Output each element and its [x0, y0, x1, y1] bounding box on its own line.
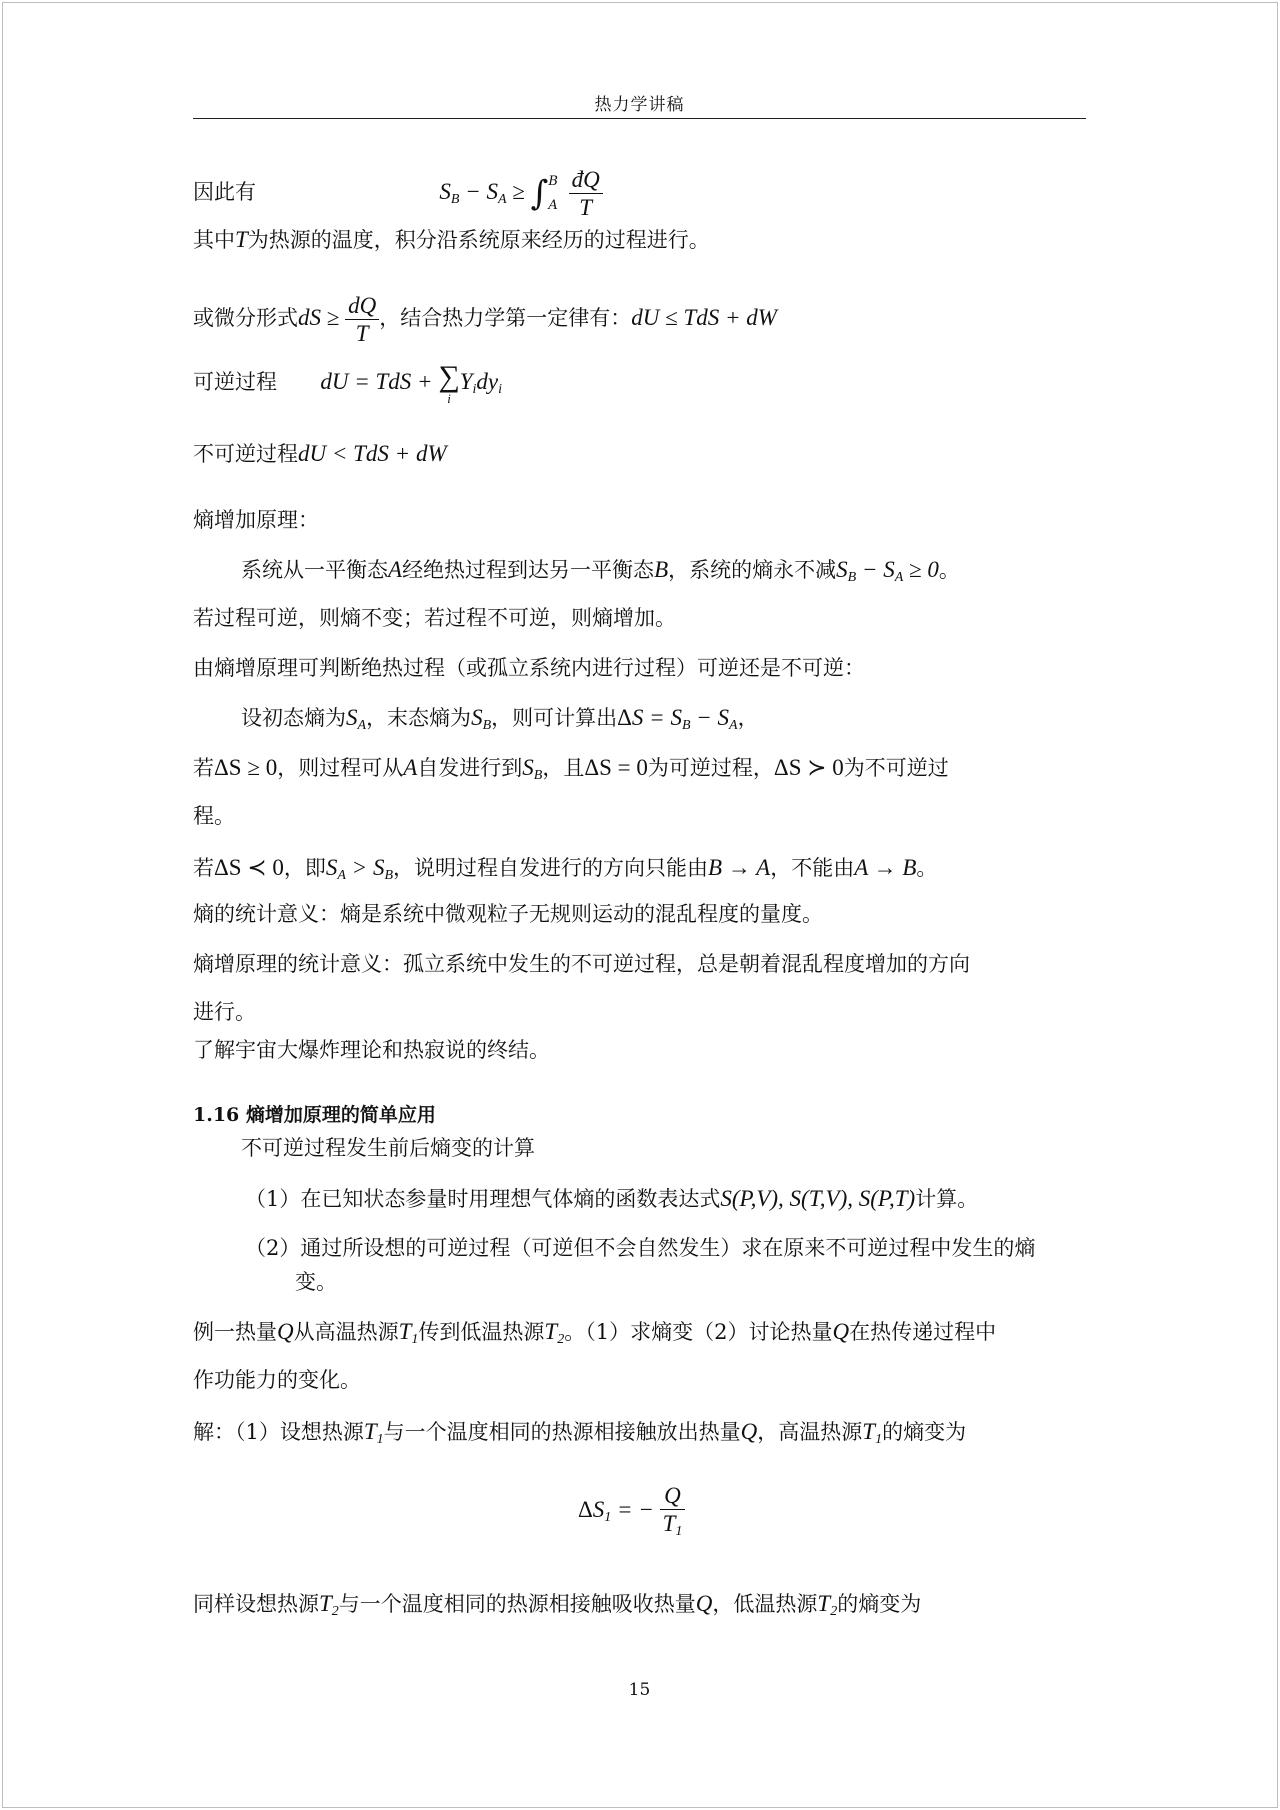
- paragraph-line: 程。: [193, 804, 235, 828]
- paragraph-line: 系统从一平衡态A经绝热过程到达另一平衡态B，系统的熵永不减$S_B - S_A \ge 0$。: [241, 557, 960, 585]
- paragraph-line: 若过程可逆，则熵不变；若过程不可逆，则熵增加。: [193, 606, 676, 630]
- paragraph-line: 若ΔS ≥ 0，则过程可从A自发进行到$S_B$，且ΔS = 0为可逆过程，ΔS ≻ 0为不可逆过: [193, 755, 949, 783]
- paragraph-line: 其中T为热源的温度，积分沿系统原来经历的过程进行。: [193, 227, 710, 252]
- text: 因此有: [193, 180, 256, 204]
- list-item: （1）在已知状态参量时用理想气体熵的函数表达式S(P,V), S(T,V), S(P,T)计算。: [245, 1186, 979, 1211]
- paragraph-line: 不可逆过程发生前后熵变的计算: [241, 1136, 535, 1160]
- header-rule: [193, 118, 1086, 119]
- paragraph-line: 作功能力的变化。: [193, 1368, 361, 1392]
- paragraph-line: 进行。: [193, 1000, 256, 1024]
- paragraph-line: 由熵增原理可判断绝热过程（或孤立系统内进行过程）可逆还是不可逆：: [193, 656, 865, 680]
- equation-line-irreversible: 不可逆过程dU < TdS + dW: [193, 441, 447, 466]
- paragraph-line: 熵增原理的统计意义：孤立系统中发生的不可逆过程，总是朝着混乱程度增加的方向: [193, 952, 970, 976]
- list-item: （2）通过所设想的可逆过程（可逆但不会自然发生）求在原来不可逆过程中发生的熵: [245, 1236, 1036, 1260]
- paragraph-line: 设初态熵为$S_A$，末态熵为$S_B$，则可计算出$\Delta S = S_B - S_A$，: [241, 705, 759, 733]
- equation-line-reversible: 可逆过程 dU = TdS + ∑ i $Y_idy_i$: [193, 360, 503, 406]
- section-heading: 1.16 熵增加原理的简单应用: [193, 1104, 436, 1126]
- paragraph-line: 同样设想热源$T_2$与一个温度相同的热源相接触吸收热量Q，低温热源$T_2$的熵变为: [193, 1591, 922, 1619]
- paragraph-line: 熵增加原理：: [193, 508, 319, 532]
- equation-delta-s1: $\Delta S_1$ = − $\frac{Q}{T_1}$: [578, 1484, 685, 1539]
- paragraph-line: 例一热量Q从高温热源$T_1$传到低温热源$T_2$。（1）求熵变（2）讨论热量Q在热传递过程中: [193, 1319, 997, 1347]
- paragraph-line: 若ΔS ≺ 0，即$S_A > S_B$，说明过程自发进行的方向只能由B → A，不能由A → B。: [193, 855, 938, 883]
- running-header: 热力学讲稿: [594, 95, 685, 115]
- page-number: 15: [628, 1680, 651, 1700]
- list-item-continued: 变。: [295, 1270, 337, 1294]
- equation-line-differential: 或微分形式dS ≥ $\frac{dQ}{T}$ ，结合热力学第一定律有：dU ≤ TdS + dW: [193, 293, 777, 346]
- equation-line-entropy-inequality: 因此有 $S_B - S_A$ ≥ ∫ B A $\frac{đQ}{T}$: [193, 168, 603, 219]
- paragraph-line: 熵的统计意义：熵是系统中微观粒子无规则运动的混乱程度的量度。: [193, 902, 823, 926]
- paragraph-line: 解：（1）设想热源$T_1$与一个温度相同的热源相接触放出热量Q，高温热源$T_1$的熵变为: [193, 1419, 967, 1447]
- paragraph-line: 了解宇宙大爆炸理论和热寂说的终结。: [193, 1038, 550, 1062]
